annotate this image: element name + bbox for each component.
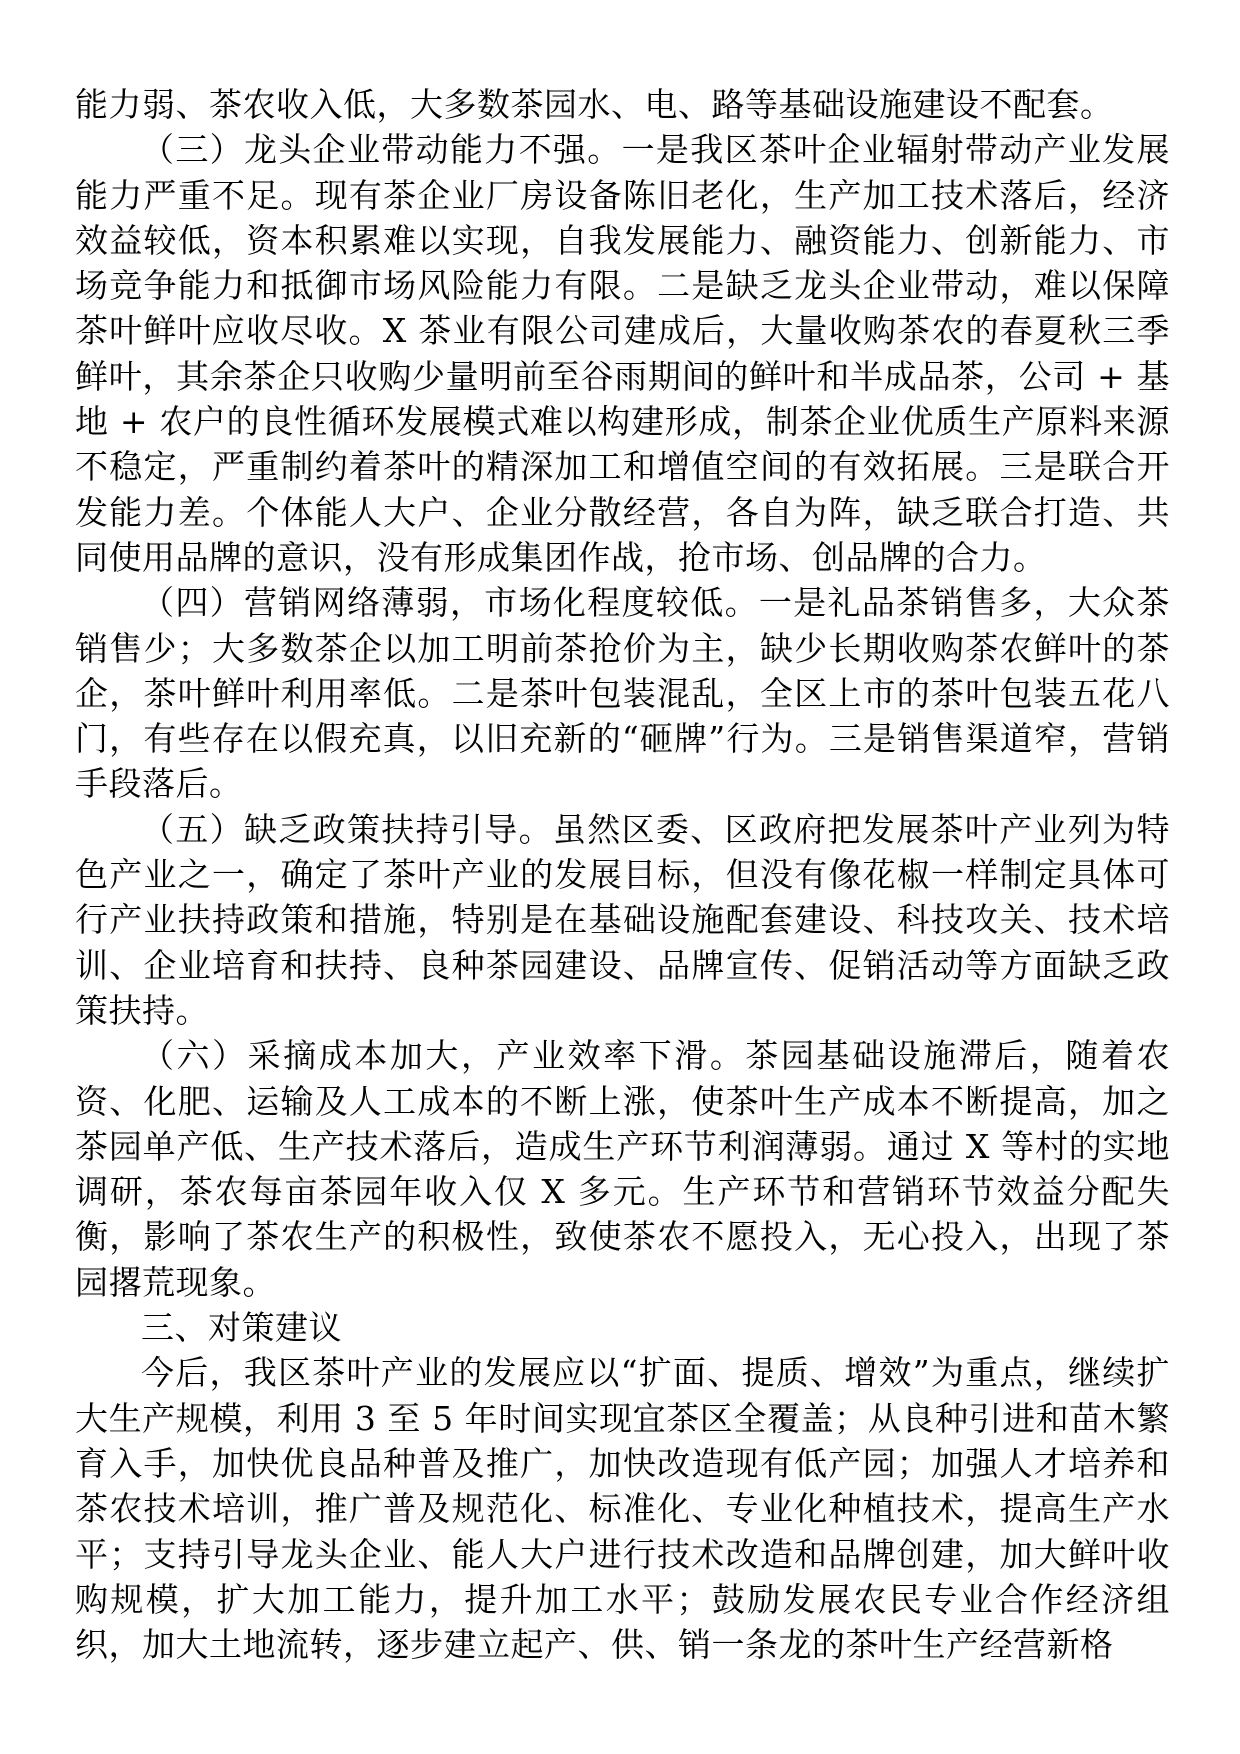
heading-countermeasures: 三、对策建议	[141, 1308, 342, 1348]
paragraph-section-5-policy: （五）缺乏政策扶持引导。虽然区委、区政府把发展茶叶产业列为特色产业之一，确定了茶叶产业的发展目标，但没有像花椒一样制定具体可行产业扶持政策和措施，特别是在基础设施配套建设、科技攻关、技术培训、企业培育和扶持、良种茶园建设、品牌宣传、促销活动等方面缺乏政策扶持。	[75, 809, 1170, 1030]
paragraph-section-6-costs: （六）采摘成本加大，产业效率下滑。茶园基础设施滞后，随着农资、化肥、运输及人工成本的不断上涨，使茶叶生产成本不断提高，加之茶园单产低、生产技术落后，造成生产环节利润薄弱。通过 X 等村的实地调研，茶农每亩茶园年收入仅 X 多元。生产环节和营销环节效益分配失衡，影响了茶农生产的积极性，致使茶农不愿投入，无心投入，出现了茶园撂荒现象。	[75, 1036, 1170, 1302]
paragraph-continuation: 能力弱、茶农收入低，大多数茶园水、电、路等基础设施建设不配套。	[75, 85, 1114, 124]
paragraph-section-4-marketing: （四）营销网络薄弱，市场化程度较低。一是礼品茶销售多，大众茶销售少；大多数茶企以加工明前茶抢价为主，缺少长期收购茶农鲜叶的茶企，茶叶鲜叶利用率低。二是茶叶包装混乱，全区上市的茶叶包装五花八门，有些存在以假充真，以旧充新的“砸牌”行为。三是销售渠道窄，营销手段落后。	[75, 583, 1170, 804]
paragraph-countermeasures: 今后，我区茶叶产业的发展应以“扩面、提质、增效”为重点，继续扩大生产规模，利用 3 至 5 年时间实现宜茶区全覆盖；从良种引进和苗木繁育入手，加快优良品种普及推广，加快改造现有低产园；加强人才培养和茶农技术培训，推广普及规范化、标准化、专业化种植技术，提高生产水平；支持引导龙头企业、能人大户进行技术改造和品牌创建，加大鲜叶收购规模，扩大加工能力，提升加工水平；鼓励发展农民专业合作经济组织，加大土地流转，逐步建立起产、供、销一条龙的茶叶生产经营新格	[75, 1353, 1170, 1665]
paragraph-section-3-leading-enterprises: （三）龙头企业带动能力不强。一是我区茶叶企业辐射带动产业发展能力严重不足。现有茶企业厂房设备陈旧老化，生产加工技术落后，经济效益较低，资本积累难以实现，自我发展能力、融资能力、创新能力、市场竞争能力和抵御市场风险能力有限。二是缺乏龙头企业带动，难以保障茶叶鲜叶应收尽收。X 茶业有限公司建成后，大量收购茶农的春夏秋三季鲜叶，其余茶企只收购少量明前至谷雨期间的鲜叶和半成品茶，公司 + 基地 + 农户的良性循环发展模式难以构建形成，制茶企业优质生产原料来源不稳定，严重制约着茶叶的精深加工和增值空间的有效拓展。三是联合开发能力差。个体能人大户、企业分散经营，各自为阵，缺乏联合打造、共同使用品牌的意识，没有形成集团作战，抢市场、创品牌的合力。	[75, 130, 1170, 577]
document-page	[75, 82, 1170, 1667]
